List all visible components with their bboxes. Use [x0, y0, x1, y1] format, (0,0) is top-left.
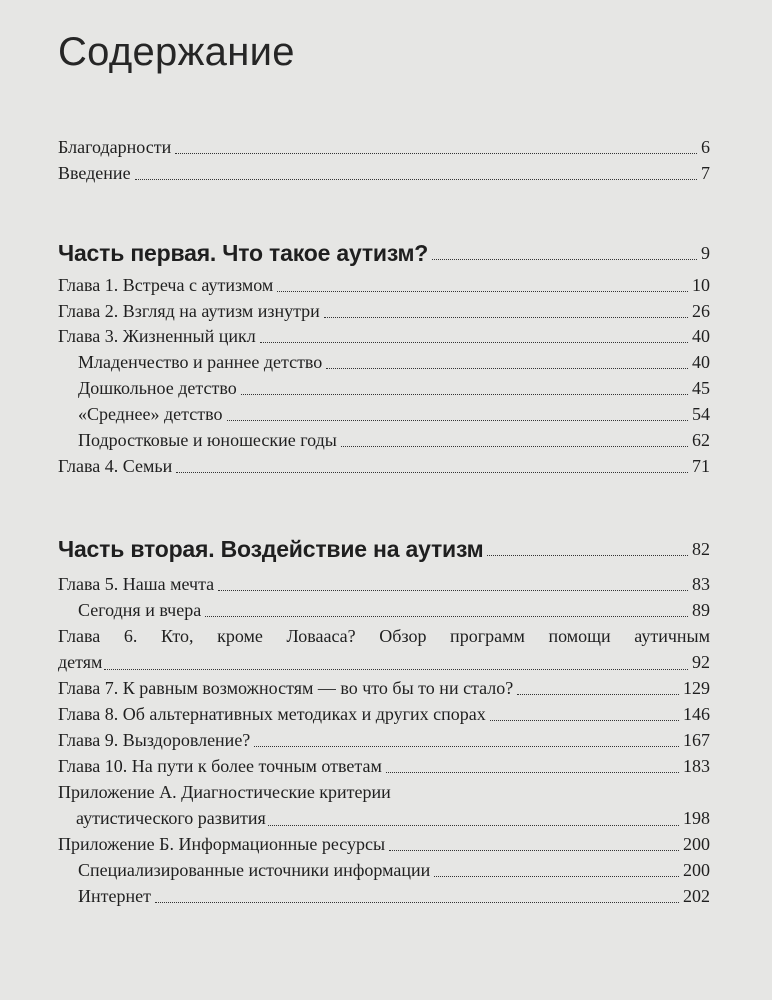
dot-leader — [341, 446, 688, 447]
dot-leader — [490, 720, 679, 721]
toc-entry-subsection[interactable] — [0, 883, 772, 909]
toc-entry-chapter-6[interactable] — [58, 623, 710, 675]
toc-entry-chapter-2[interactable] — [0, 298, 772, 324]
toc-entry-chapter-1[interactable] — [0, 272, 772, 298]
dot-leader — [218, 590, 688, 591]
toc-entry-appendix-a[interactable] — [58, 779, 710, 831]
dot-leader — [175, 153, 697, 154]
toc-entry-label: Интернет — [78, 886, 151, 906]
toc-entry-label: Глава 9. Выздоровление? — [58, 730, 251, 750]
dot-leader — [432, 259, 697, 260]
toc-entry-label: Глава 10. На пути к более точным ответам — [58, 756, 382, 776]
toc-page-number: 129 — [683, 678, 710, 698]
part-heading-label: Часть вторая. Воздействие на аутизм — [58, 536, 484, 562]
toc-entry-subsection[interactable] — [0, 375, 772, 401]
dot-leader — [389, 850, 679, 851]
toc-entry-label: Глава 3. Жизненный цикл — [58, 326, 256, 346]
part-heading-label: Часть первая. Что такое аутизм? — [58, 240, 429, 266]
toc-page-number: 71 — [692, 456, 710, 476]
toc-page-number: 202 — [683, 886, 710, 906]
toc-entry-subsection[interactable] — [0, 857, 772, 883]
toc-entry-label-continued: детям — [58, 652, 103, 672]
toc-part-heading-2[interactable] — [0, 528, 772, 560]
toc-entry-label: Введение — [58, 163, 131, 183]
toc-page-number: 54 — [692, 404, 710, 424]
dot-leader — [135, 179, 697, 180]
toc-entry-label: Приложение А. Диагностические критерии — [58, 782, 391, 802]
toc-page-number: 40 — [692, 326, 710, 346]
toc-entry-label: Подростковые и юношеские годы — [78, 430, 337, 450]
toc-entry-chapter-7[interactable] — [0, 675, 772, 701]
toc-entry-label: Младенчество и раннее детство — [78, 352, 323, 372]
toc-entry-subsection[interactable] — [0, 597, 772, 623]
toc-entry-label: Глава 7. К равным возможностям — во что бы то ни стало? — [58, 678, 514, 698]
toc-page-number: 183 — [683, 756, 710, 776]
toc-page-number: 40 — [692, 352, 710, 372]
dot-leader — [205, 616, 688, 617]
dot-leader — [277, 291, 688, 292]
dot-leader — [176, 472, 688, 473]
dot-leader — [268, 825, 679, 826]
toc-page-number: 198 — [683, 808, 710, 828]
toc-page-number: 82 — [692, 539, 710, 559]
toc-entry-subsection[interactable] — [0, 349, 772, 375]
toc-page-number: 26 — [692, 301, 710, 321]
toc-page-number: 10 — [692, 275, 710, 295]
toc-page-number: 6 — [701, 137, 710, 157]
toc-entry-label: Глава 5. Наша мечта — [58, 574, 215, 594]
toc-part-heading-1[interactable] — [0, 232, 772, 264]
toc-entry-acknowledgements[interactable] — [0, 134, 772, 160]
toc-entry-chapter-5[interactable] — [0, 571, 772, 597]
dot-leader — [386, 772, 679, 773]
toc-entry-label: Благодарности — [58, 137, 172, 157]
dot-leader — [241, 394, 688, 395]
toc-entry-label: Глава 8. Об альтернативных методиках и других спорах — [58, 704, 486, 724]
toc-entry-label: «Среднее» детство — [78, 404, 223, 424]
toc-page-number: 92 — [692, 652, 710, 672]
toc-page-number: 62 — [692, 430, 710, 450]
toc-entry-subsection[interactable] — [0, 401, 772, 427]
dot-leader — [434, 876, 679, 877]
dot-leader — [104, 669, 688, 670]
dot-leader — [227, 420, 689, 421]
toc-page-number: 200 — [683, 860, 710, 880]
toc-page-number: 45 — [692, 378, 710, 398]
toc-entry-label: Сегодня и вчера — [78, 600, 202, 620]
toc-entry-chapter-4[interactable] — [0, 453, 772, 479]
dot-leader — [487, 555, 688, 556]
dot-leader — [260, 342, 688, 343]
toc-entry-subsection[interactable] — [0, 427, 772, 453]
toc-entry-chapter-3[interactable] — [0, 323, 772, 349]
toc-page-number: 83 — [692, 574, 710, 594]
toc-page-number: 7 — [701, 163, 710, 183]
toc-page-number: 200 — [683, 834, 710, 854]
toc-entry-chapter-10[interactable] — [0, 753, 772, 779]
toc-entry-label: Приложение Б. Информационные ресурсы — [58, 834, 386, 854]
toc-entry-label: Глава 1. Встреча с аутизмом — [58, 275, 274, 295]
toc-page-number: 146 — [683, 704, 710, 724]
dot-leader — [254, 746, 679, 747]
toc-entry-label: Глава 4. Семьи — [58, 456, 173, 476]
toc-entry-label: Глава 2. Взгляд на аутизм изнутри — [58, 301, 320, 321]
toc-page-number: 89 — [692, 600, 710, 620]
dot-leader — [517, 694, 679, 695]
toc-entry-label-continued: аутистического развития — [76, 808, 266, 828]
toc-entry-label: Специализированные источники информации — [78, 860, 431, 880]
dot-leader — [155, 902, 679, 903]
toc-entry-chapter-8[interactable] — [0, 701, 772, 727]
dot-leader — [324, 317, 688, 318]
toc-entry-appendix-b[interactable] — [0, 831, 772, 857]
page-title: Содержание — [58, 30, 295, 74]
toc-entry-chapter-9[interactable] — [0, 727, 772, 753]
toc-entry-label: Дошкольное детство — [78, 378, 237, 398]
toc-entry-introduction[interactable] — [0, 160, 772, 186]
toc-entry-label: Глава 6. Кто, кроме Ловааса? Обзор программ помощи аутичным — [58, 626, 710, 646]
dot-leader — [326, 368, 688, 369]
toc-page-number: 167 — [683, 730, 710, 750]
toc-page-number: 9 — [701, 243, 710, 263]
